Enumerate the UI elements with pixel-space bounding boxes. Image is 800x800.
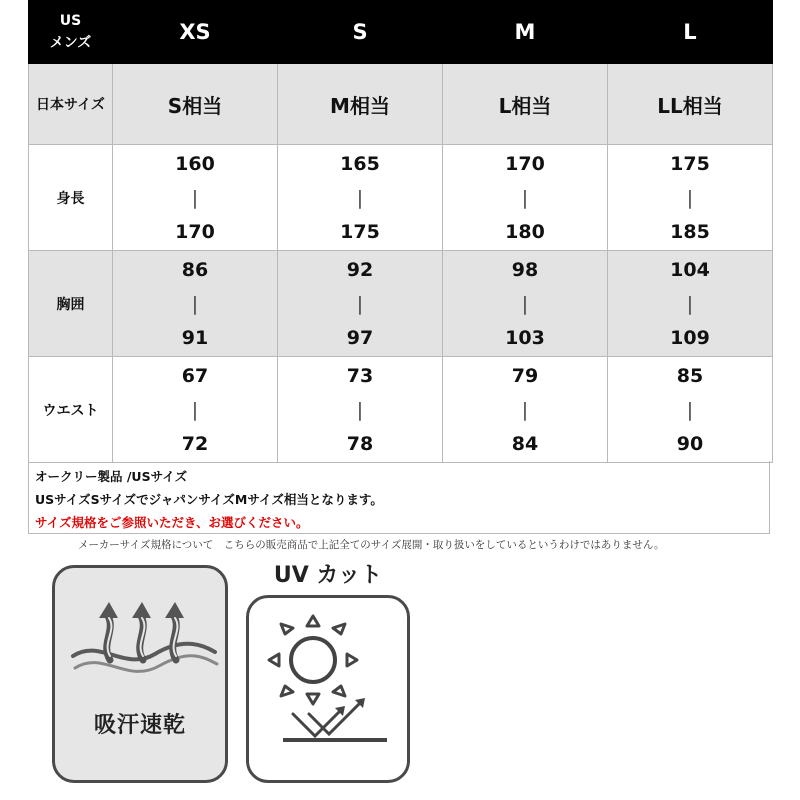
wicking-arrows-icon — [55, 568, 225, 708]
height-cell — [608, 145, 773, 251]
japan-size-cell: L相当 — [443, 64, 608, 145]
height-cell — [113, 145, 278, 251]
range-separator: | — [191, 292, 199, 315]
japan-size-cell: LL相当 — [608, 64, 773, 145]
range-min: 160 — [175, 152, 215, 175]
range-separator: | — [521, 186, 529, 209]
range-separator: | — [356, 292, 364, 315]
range-max: 175 — [340, 220, 380, 243]
japan-size-row — [29, 64, 773, 145]
range-separator: | — [191, 186, 199, 209]
japan-size-cell: M相当 — [278, 64, 443, 145]
waist-cell — [278, 357, 443, 463]
mens-label: メンズ — [49, 35, 92, 51]
range-max: 109 — [670, 326, 710, 349]
range-min: 85 — [676, 364, 704, 387]
range-min: 104 — [670, 258, 710, 281]
range-min: 73 — [346, 364, 374, 387]
range-separator: | — [686, 398, 694, 421]
range-min: 86 — [181, 258, 209, 281]
waist-cell — [113, 357, 278, 463]
sun-uv-block-icon — [249, 598, 407, 780]
size-notes — [28, 461, 770, 534]
range-separator: | — [521, 398, 529, 421]
us-mens-header — [29, 1, 113, 64]
waist-row — [29, 357, 773, 463]
uv-cut-badge — [246, 595, 410, 783]
range-max: 84 — [511, 432, 539, 455]
range-min: 165 — [340, 152, 380, 175]
range-separator: | — [686, 292, 694, 315]
row-label-height: 身長 — [29, 145, 113, 251]
range-separator: | — [356, 186, 364, 209]
height-cell — [443, 145, 608, 251]
range-min: 98 — [511, 258, 539, 281]
range-separator: | — [356, 398, 364, 421]
chest-cell — [113, 251, 278, 357]
range-min: 92 — [346, 258, 374, 281]
range-min: 175 — [670, 152, 710, 175]
range-min: 67 — [181, 364, 209, 387]
waist-cell — [608, 357, 773, 463]
size-chart-table — [28, 0, 773, 463]
chest-cell — [278, 251, 443, 357]
quick-dry-badge — [52, 565, 228, 783]
range-separator: | — [686, 186, 694, 209]
notes-line-conversion: USサイズSサイズでジャパンサイズMサイズ相当となります。 — [35, 492, 383, 507]
row-label-chest: 胸囲 — [29, 251, 113, 357]
uv-cut-title: UV カット — [273, 563, 383, 588]
us-label: US — [59, 13, 82, 29]
size-header-xs: XS — [113, 1, 278, 64]
range-max: 180 — [505, 220, 545, 243]
chest-cell — [443, 251, 608, 357]
range-max: 103 — [505, 326, 545, 349]
range-max: 91 — [181, 326, 209, 349]
row-label-japan-size: 日本サイズ — [29, 64, 113, 145]
japan-size-cell: S相当 — [113, 64, 278, 145]
range-max: 170 — [175, 220, 215, 243]
size-header-row — [29, 1, 773, 64]
range-separator: | — [191, 398, 199, 421]
notes-line-brand: オークリー製品 /USサイズ — [35, 469, 188, 484]
notes-line-warning: サイズ規格をご参照いただき、お選びください。 — [35, 515, 309, 530]
range-max: 185 — [670, 220, 710, 243]
size-header-l: L — [608, 1, 773, 64]
height-cell — [278, 145, 443, 251]
size-disclaimer: メーカーサイズ規格について こちらの販売商品で上記全てのサイズ展開・取り扱いをしているというわけではありません。 — [78, 539, 665, 551]
range-max: 78 — [346, 432, 374, 455]
range-max: 90 — [676, 432, 704, 455]
range-min: 79 — [511, 364, 539, 387]
height-row — [29, 145, 773, 251]
row-label-waist: ウエスト — [29, 357, 113, 463]
range-separator: | — [521, 292, 529, 315]
chest-cell — [608, 251, 773, 357]
quick-dry-label: 吸汗速乾 — [93, 713, 186, 738]
chest-row — [29, 251, 773, 357]
range-max: 72 — [181, 432, 209, 455]
range-min: 170 — [505, 152, 545, 175]
range-max: 97 — [346, 326, 374, 349]
waist-cell — [443, 357, 608, 463]
size-header-m: M — [443, 1, 608, 64]
size-header-s: S — [278, 1, 443, 64]
